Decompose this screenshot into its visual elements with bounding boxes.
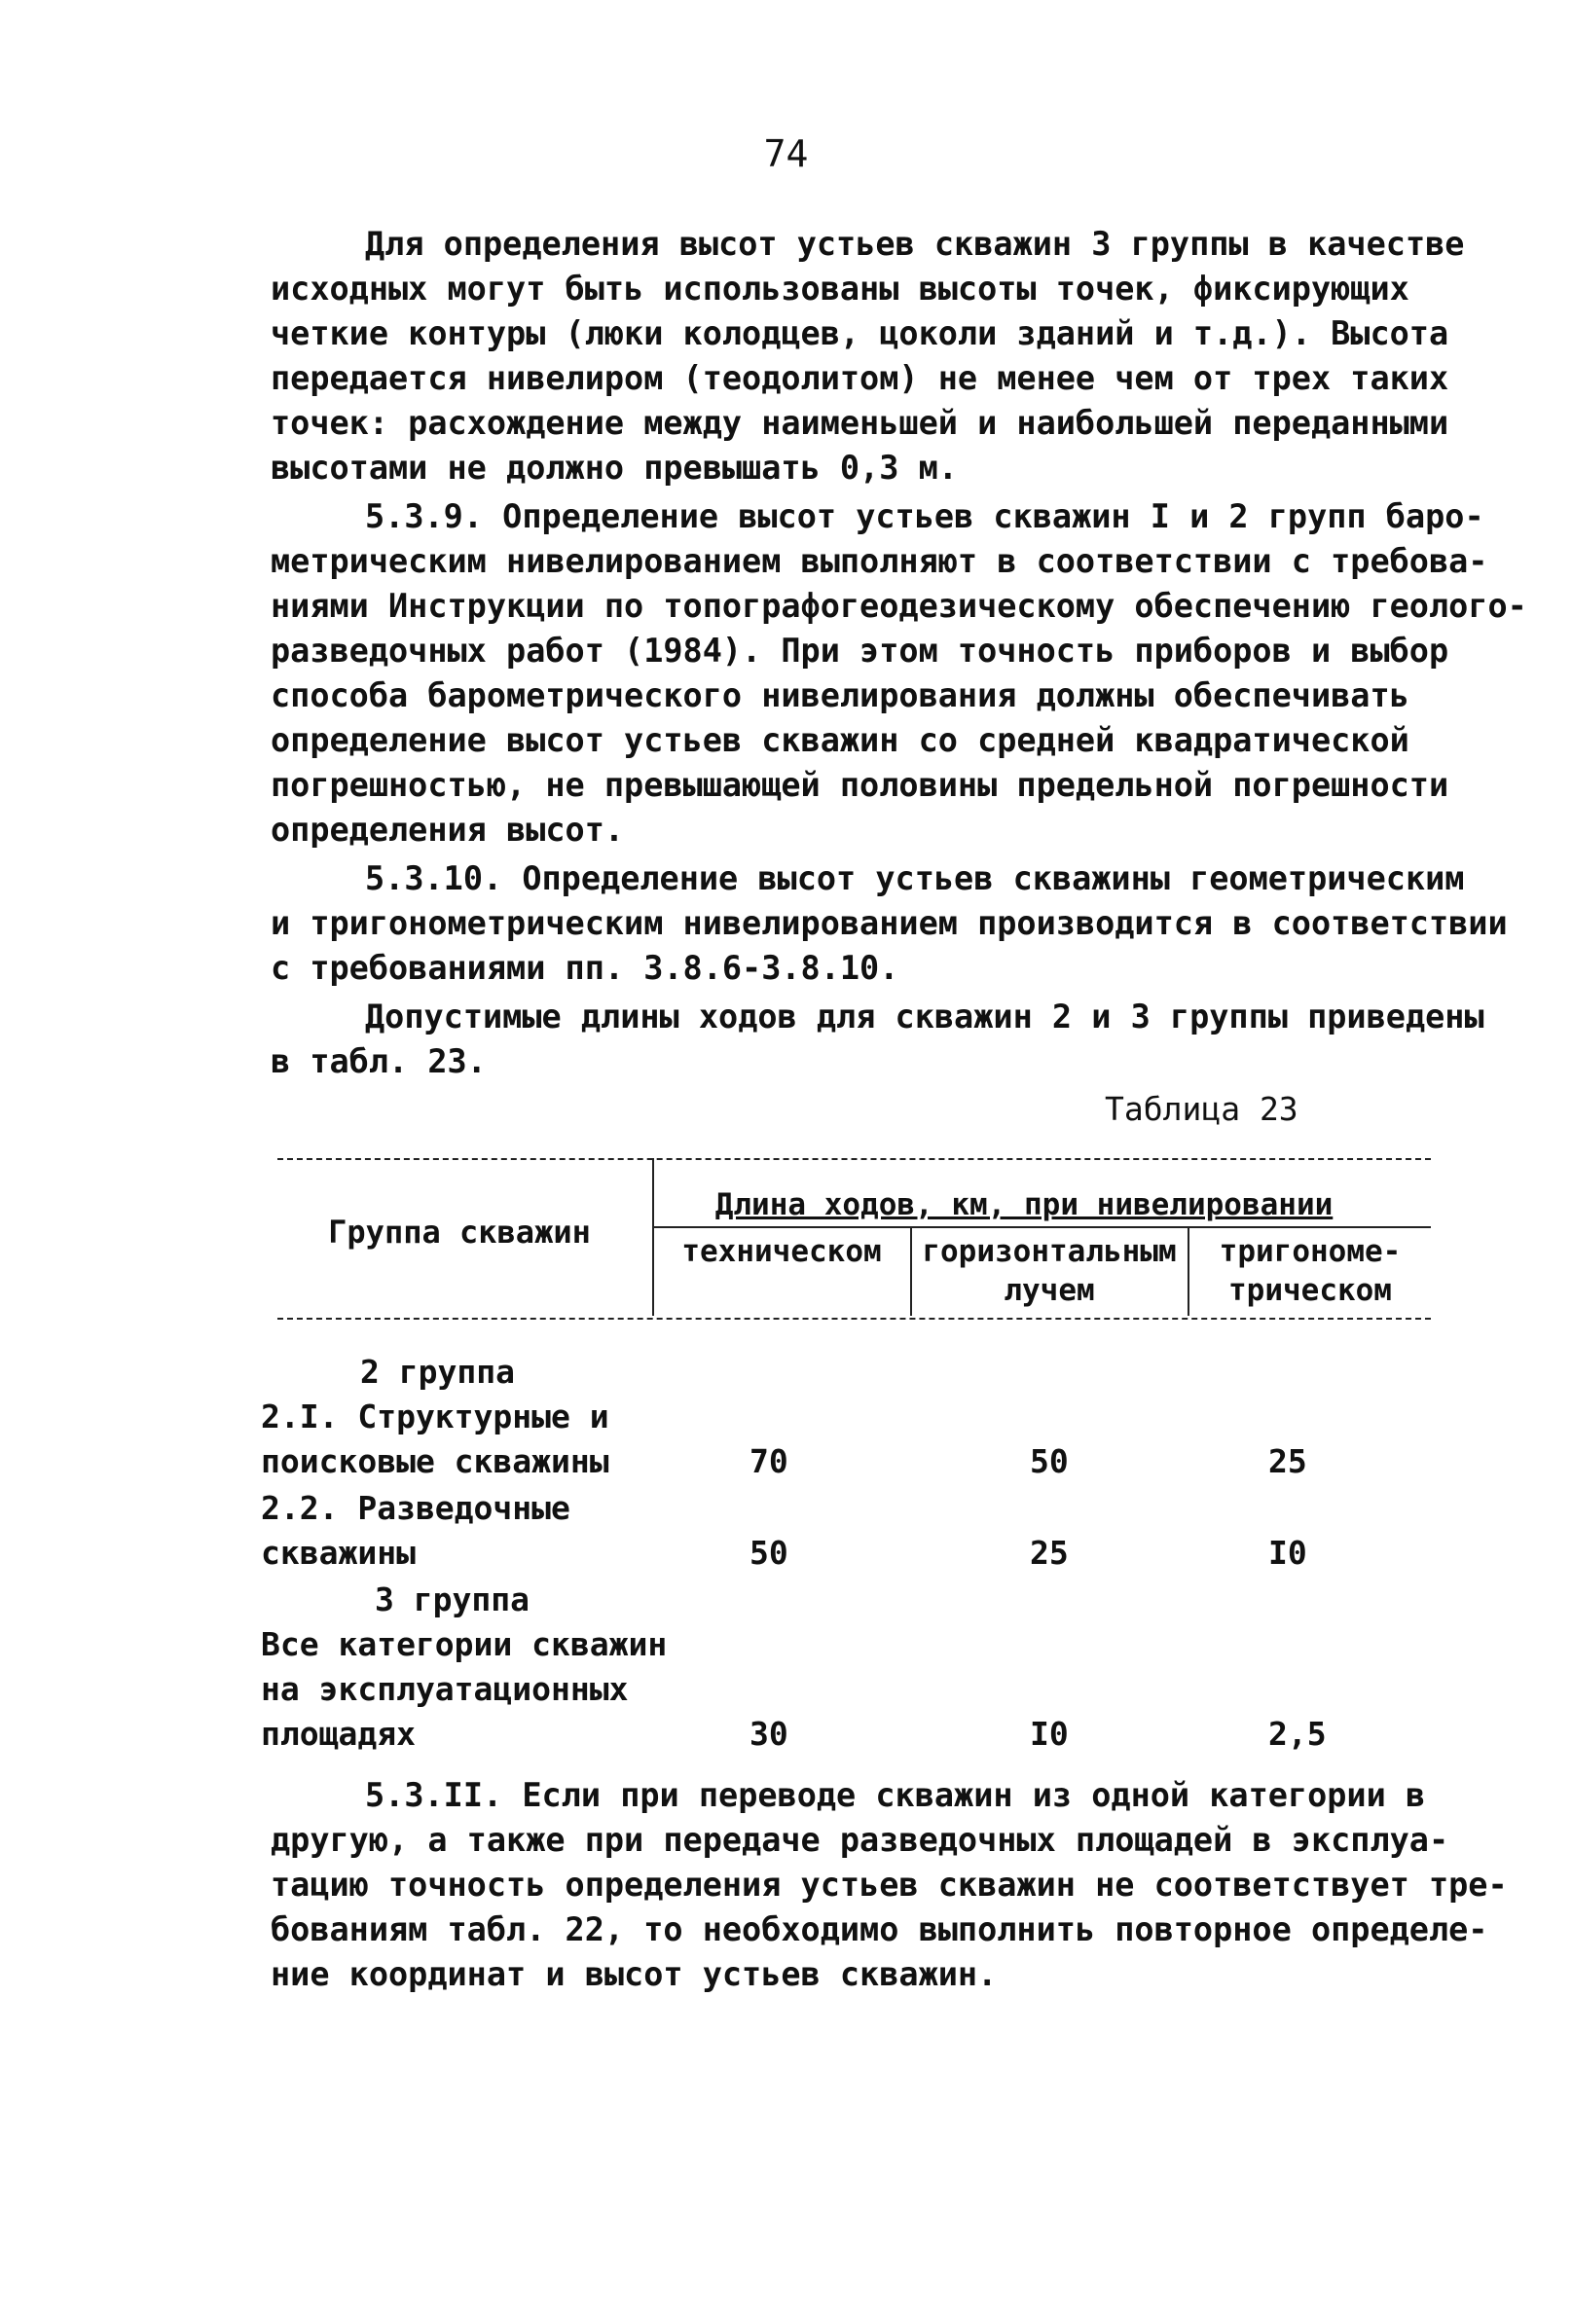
para5-line-1: 5.3.II. Если при переводе скважин из одной категории в: [365, 1776, 1426, 1814]
table-col-technical: техническом: [681, 1234, 882, 1269]
row1-technical: 70: [749, 1442, 788, 1480]
row1-label-2: поисковые скважины: [261, 1442, 609, 1480]
table-col-horizontal-1: горизонтальным: [922, 1234, 1177, 1269]
table-header-group: Группа скважин: [328, 1214, 591, 1251]
para1-line-3: четкие контуры (люки колодцев, цоколи зданий и т.д.). Высота: [271, 314, 1449, 352]
row3-trig: 2,5: [1268, 1715, 1327, 1753]
para4-line-1: Допустимые длины ходов для скважин 2 и 3 группы приведены: [365, 998, 1484, 1035]
row1-trig: 25: [1268, 1442, 1307, 1480]
row2-label-1: 2.2. Разведочные: [261, 1489, 570, 1527]
row1-horizontal: 50: [1030, 1442, 1069, 1480]
table-col-trig-1: тригономе-: [1219, 1234, 1402, 1269]
para5-line-5: ние координат и высот устьев скважин.: [271, 1955, 998, 1993]
table-header-bottom-rule: [277, 1318, 1431, 1320]
para2-line-4: разведочных работ (1984). При этом точность приборов и выбор: [271, 632, 1449, 670]
para5-line-4: бованиям табл. 22, то необходимо выполнить повторное определе-: [271, 1910, 1488, 1948]
row2-label-2: скважины: [261, 1534, 416, 1572]
para4-line-2: в табл. 23.: [271, 1042, 487, 1080]
para2-line-3: ниями Инструкции по топографогеодезическому обеспечению геолого-: [271, 587, 1527, 625]
para2-line-5: способа барометрического нивелирования должны обеспечивать: [271, 676, 1409, 714]
para3-line-2: и тригонометрическим нивелированием производится в соответствии: [271, 904, 1508, 942]
row3-horizontal: I0: [1030, 1715, 1069, 1753]
table-caption: Таблица 23: [1105, 1090, 1298, 1128]
para1-line-5: точек: расхождение между наименьшей и наибольшей переданными: [271, 404, 1449, 442]
table-span-rule: [652, 1226, 1431, 1228]
row2-trig: I0: [1268, 1534, 1307, 1572]
para1-line-2: исходных могут быть использованы высоты точек, фиксирующих: [271, 270, 1409, 308]
para5-line-2: другую, а также при передаче разведочных площадей в эксплуа-: [271, 1821, 1449, 1859]
row3-technical: 30: [749, 1715, 788, 1753]
table-col-horizontal-2: лучем: [1004, 1273, 1095, 1308]
row2-horizontal: 25: [1030, 1534, 1069, 1572]
row2-technical: 50: [749, 1534, 788, 1572]
para5-line-3: тацию точность определения устьев скважин не соответствует тре-: [271, 1866, 1508, 1904]
page-number: 74: [763, 132, 809, 175]
para2-line-7: погрешностью, не превышающей половины предельной погрешности: [271, 766, 1449, 804]
table-top-rule: [277, 1158, 1431, 1160]
row3-label-1: Все категории скважин: [261, 1625, 668, 1663]
para2-line-1: 5.3.9. Определение высот устьев скважин I и 2 групп баро-: [365, 497, 1484, 535]
para2-line-8: определения высот.: [271, 811, 625, 849]
para1-line-4: передается нивелиром (теодолитом) не менее чем от трех таких: [271, 359, 1449, 397]
row1-label-1: 2.I. Структурные и: [261, 1398, 609, 1435]
para2-line-6: определение высот устьев скважин со средней квадратической: [271, 721, 1409, 759]
row3-label-3: площадях: [261, 1715, 416, 1753]
para1-line-6: высотами не должно превышать 0,3 м.: [271, 449, 958, 487]
para2-line-2: метрическим нивелированием выполняют в соответствии с требова-: [271, 542, 1488, 580]
table-col-trig-2: трическом: [1228, 1273, 1392, 1308]
para1-line-1: Для определения высот устьев скважин 3 группы в качестве: [365, 225, 1465, 263]
row3-label-2: на эксплуатационных: [261, 1670, 629, 1708]
group2-title: 2 группа: [360, 1353, 515, 1391]
group3-title: 3 группа: [375, 1580, 530, 1618]
para3-line-3: с требованиями пп. 3.8.6-3.8.10.: [271, 949, 899, 987]
table-header-span: Длина ходов, км, при нивелировании: [714, 1187, 1334, 1222]
para3-line-1: 5.3.10. Определение высот устьев скважины геометрическим: [365, 859, 1465, 897]
